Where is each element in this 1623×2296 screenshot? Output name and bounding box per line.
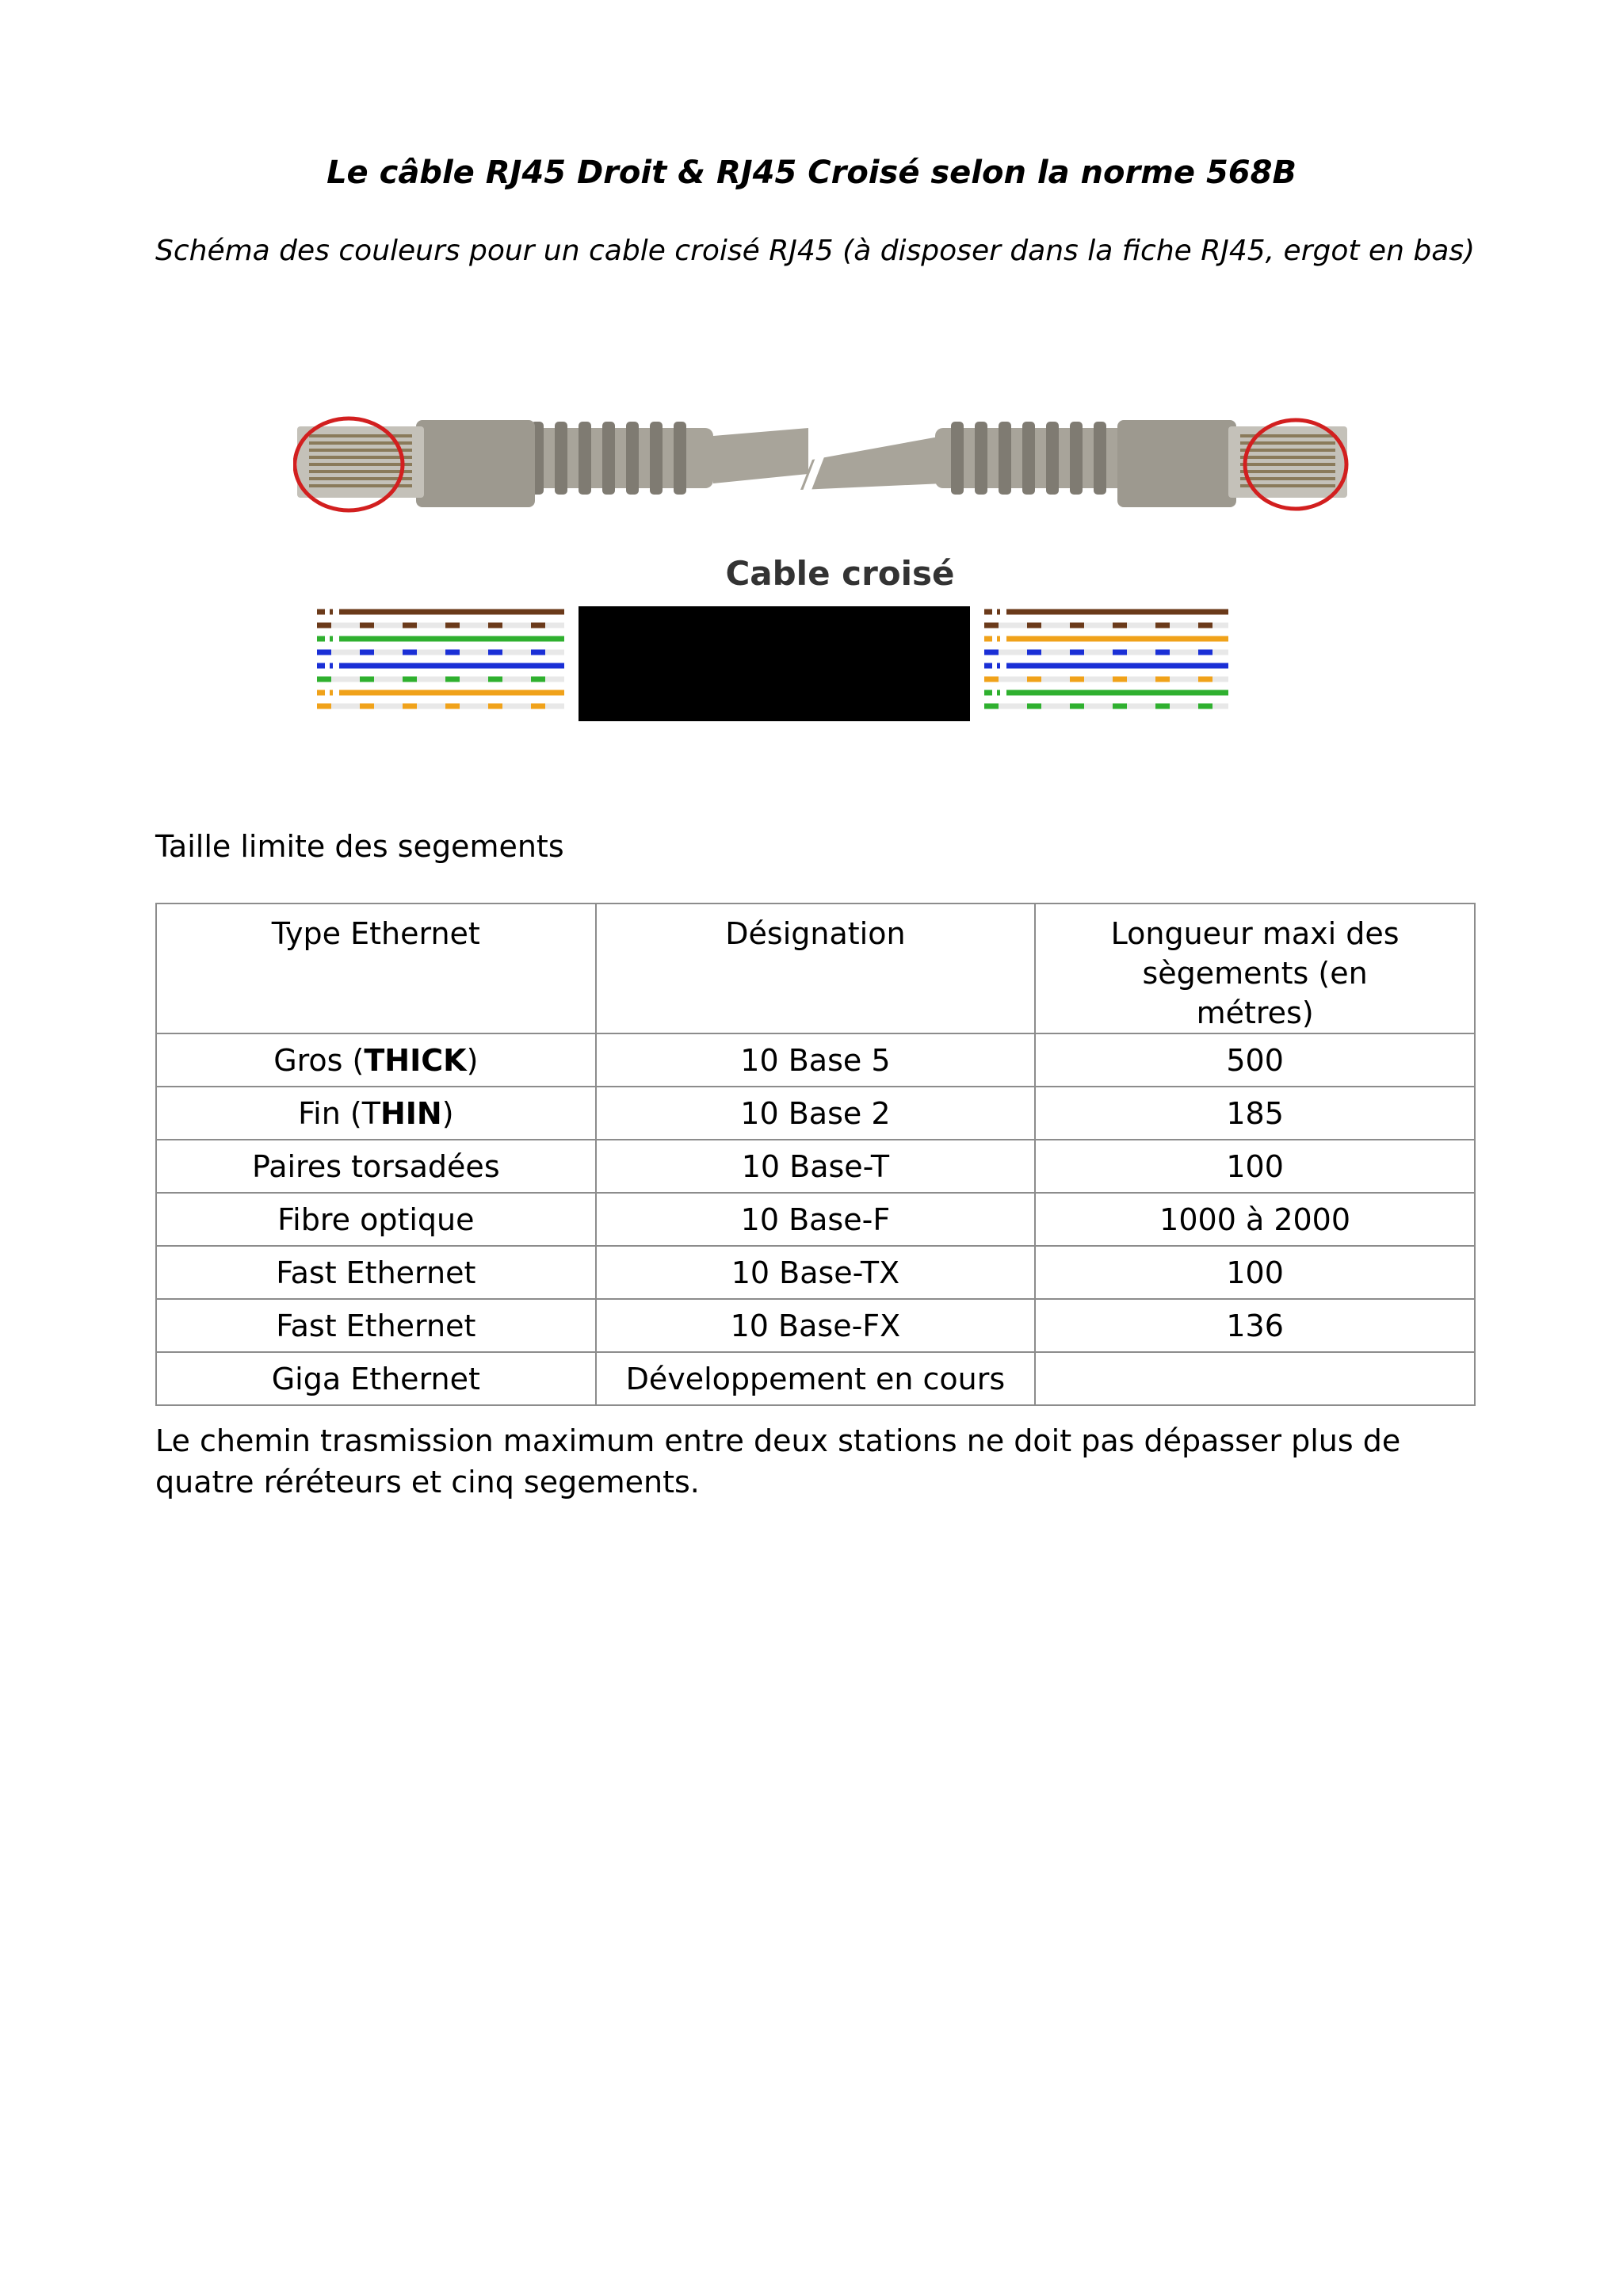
- cell-length: 1000 à 2000: [1035, 1193, 1475, 1246]
- cell-type-bold: HIN: [380, 1095, 442, 1131]
- right-plug-contact: [1240, 441, 1335, 445]
- header-designation: Désignation: [596, 904, 1036, 1033]
- cell-type-text: Fibre optique: [277, 1201, 475, 1237]
- table-row: [156, 1193, 1475, 1246]
- right-connector-housing: [1117, 420, 1236, 507]
- right-plug-contact: [1240, 470, 1335, 473]
- segment-limits-table: [155, 903, 1476, 1406]
- table-row: [156, 1140, 1475, 1193]
- cell-designation: 10 Base 5: [596, 1033, 1036, 1087]
- left-boot-rib: [626, 422, 639, 495]
- cable-left-segment: [713, 428, 808, 483]
- cell-type: [156, 1193, 596, 1246]
- left-connector-housing: [416, 420, 535, 507]
- table-row: [156, 1246, 1475, 1299]
- right-plug-contact: [1240, 449, 1335, 452]
- cell-length: 185: [1035, 1087, 1475, 1140]
- cell-type-bold: THICK: [364, 1042, 467, 1078]
- right-boot-rib: [999, 422, 1011, 495]
- cell-type-suffix: ): [441, 1095, 454, 1131]
- cell-type-text: Giga Ethernet: [271, 1361, 480, 1396]
- center-black-block: [579, 606, 970, 721]
- right-plug-contact: [1240, 463, 1335, 466]
- cell-length: 136: [1035, 1299, 1475, 1352]
- table-row: [156, 1087, 1475, 1140]
- cell-type-text: Fast Ethernet: [276, 1255, 476, 1290]
- right-plug-contact: [1240, 477, 1335, 480]
- header-length-label: Longueur maxi des sègements (en métres): [1110, 916, 1400, 1030]
- right-boot-rib: [951, 422, 964, 495]
- section-label: Taille limite des segements: [155, 829, 564, 864]
- cell-type: [156, 1033, 596, 1087]
- right-boot-rib: [1070, 422, 1083, 495]
- cable-caption: Cable croisé: [725, 554, 955, 593]
- cell-length: [1035, 1352, 1475, 1405]
- cell-type: [156, 1352, 596, 1405]
- right-plug-contact: [1240, 484, 1335, 487]
- left-plug-contact: [309, 470, 412, 473]
- right-boot-rib: [1046, 422, 1059, 495]
- cell-designation: 10 Base-TX: [596, 1246, 1036, 1299]
- cell-type: [156, 1087, 596, 1140]
- right-boot-rib: [1094, 422, 1106, 495]
- right-wire-diagram: [984, 612, 1228, 706]
- document-subtitle: Schéma des couleurs pour un cable croisé RJ45 (à disposer dans la fiche RJ45, ergot en bas): [155, 235, 1476, 267]
- cell-type-text: Gros (: [273, 1042, 365, 1078]
- cable-illustration: [293, 404, 1355, 737]
- left-plug-contact: [309, 456, 412, 459]
- left-plug-contact: [309, 463, 412, 466]
- cell-type: [156, 1246, 596, 1299]
- cable-drawing: [295, 418, 1347, 510]
- cell-designation: Développement en cours: [596, 1352, 1036, 1405]
- cell-designation: 10 Base-T: [596, 1140, 1036, 1193]
- left-boot-rib: [555, 422, 567, 495]
- right-boot-rib: [975, 422, 987, 495]
- table-row: [156, 1352, 1475, 1405]
- document-title: Le câble RJ45 Droit & RJ45 Croisé selon la norme 568B: [327, 155, 1296, 191]
- cell-type-text: Fin (T: [298, 1095, 380, 1131]
- left-boot-rib: [579, 422, 591, 495]
- right-boot-rib: [1022, 422, 1035, 495]
- cell-type-text: Fast Ethernet: [276, 1308, 476, 1343]
- table-header-row: [156, 904, 1475, 1033]
- cell-designation: 10 Base-FX: [596, 1299, 1036, 1352]
- cell-designation: 10 Base 2: [596, 1087, 1036, 1140]
- left-boot-rib: [602, 422, 615, 495]
- cell-designation: 10 Base-F: [596, 1193, 1036, 1246]
- cell-length: 100: [1035, 1140, 1475, 1193]
- transmission-note: Le chemin trasmission maximum entre deux stations ne doit pas dépasser plus de quatre réréteurs et cinq segements.: [155, 1423, 1401, 1499]
- left-plug-contact: [309, 434, 412, 437]
- table-row: [156, 1299, 1475, 1352]
- cell-length: 500: [1035, 1033, 1475, 1087]
- cell-type-text: Paires torsadées: [251, 1148, 500, 1184]
- cell-length: 100: [1035, 1246, 1475, 1299]
- left-plug-contact: [309, 449, 412, 452]
- cell-type-suffix: ): [466, 1042, 479, 1078]
- left-boot-rib: [674, 422, 686, 495]
- table-row: [156, 1033, 1475, 1087]
- header-length: [1035, 904, 1475, 1033]
- header-type: Type Ethernet: [156, 904, 596, 1033]
- cell-type: [156, 1140, 596, 1193]
- cell-type: [156, 1299, 596, 1352]
- left-wire-diagram: [317, 612, 564, 706]
- left-boot-rib: [650, 422, 663, 495]
- left-plug-contact: [309, 477, 412, 480]
- crossover-cable-figure: [293, 404, 1355, 737]
- right-plug-contact: [1240, 456, 1335, 459]
